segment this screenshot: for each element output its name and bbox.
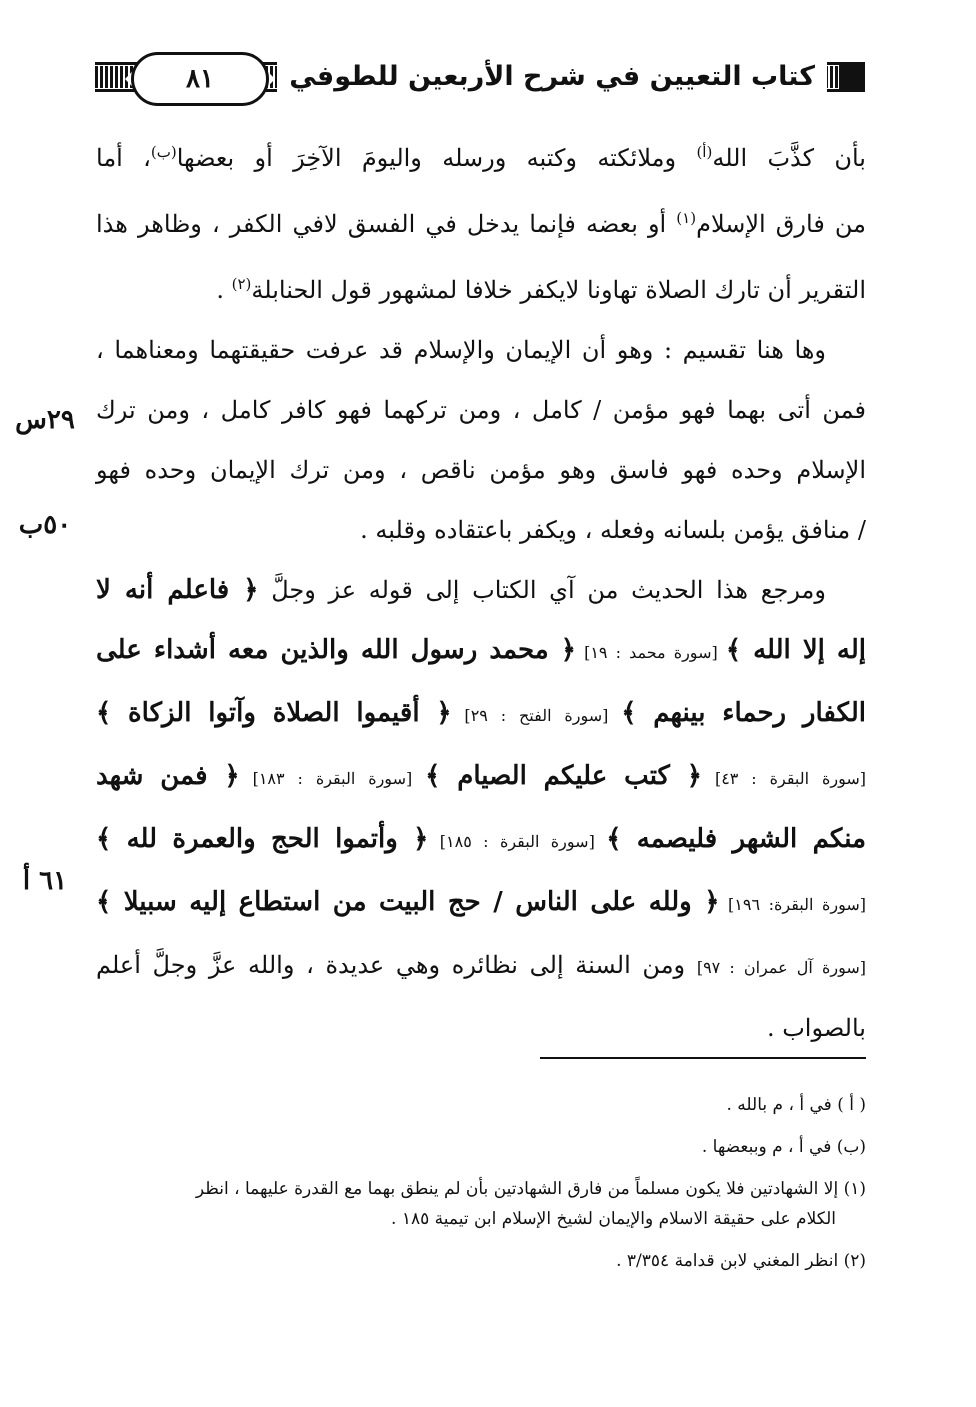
paragraph-1 [96, 122, 866, 320]
quran-verse: منكم الشهر فليصمه ﴾ [606, 824, 866, 854]
header-square-bullet-icon [839, 65, 865, 91]
quran-verse: ﴿ ولله على الناس / حج البيت من استطاع إليه سبيلا ﴾ [96, 887, 720, 917]
running-title: كتاب التعيين في شرح الأربعين للطوفي [277, 55, 827, 99]
margin-folio-mark: ٥٠ب [18, 510, 72, 540]
text-run: . [216, 276, 232, 304]
footnote-1 [96, 1174, 866, 1234]
text-line [96, 620, 866, 683]
footnote-a: ( أ ) في أ ، م بالله . [726, 1095, 866, 1115]
text-line: الإسلام وحده فهو فاسق وهو مؤمن ناقص ، ومن ترك الإيمان وحده فهو [96, 456, 866, 484]
text-run: ومرجع هذا الحديث من آي الكتاب إلى قوله عز وجلَّ [258, 576, 826, 604]
verse-reference: [سورة محمد : ١٩] [576, 643, 726, 662]
quran-verse: الكفار رحماء بينهم ﴾ [621, 698, 867, 728]
footnote-b: (ب) في أ ، م وببعضها . [701, 1137, 866, 1157]
quran-verse: إله إلا الله ﴾ [725, 635, 867, 665]
text-line: بالصواب . [766, 1014, 866, 1042]
verse-reference: [سورة البقرة: ١٩٦] [719, 895, 867, 914]
footnote-ref-b: (ب) [150, 143, 177, 161]
text-line [96, 683, 866, 746]
text-run: وملائكته وكتبه ورسله واليومَ الآخِرَ أو بعضها [176, 144, 697, 172]
paragraph-2 [96, 320, 866, 560]
verse-reference: [سورة البقرة : ٤٣] [702, 769, 866, 788]
margin-folio-mark: ٦١ أ [22, 866, 68, 896]
footnote-ref-2: (٢) [231, 275, 252, 293]
text-line [96, 935, 866, 998]
footnote-ref-1: (١) [676, 209, 697, 227]
page-number: ٨١ [186, 64, 214, 94]
text-line [96, 122, 866, 188]
page-header [95, 40, 865, 120]
verse-reference: [سورة البقرة : ١٨٣] [239, 769, 426, 788]
text-line: فمن أتى بهما فهو مؤمن / كامل ، ومن تركهما فهو كافر كامل ، ومن ترك [96, 396, 866, 424]
text-line [96, 560, 866, 620]
quran-verse: ﴿ وأتموا الحج والعمرة لله ﴾ [96, 824, 429, 854]
footnote-separator [540, 1057, 866, 1059]
text-line [96, 746, 866, 809]
paragraph-3 [96, 560, 866, 1058]
text-run: ، أما [96, 144, 151, 172]
verse-reference: [سورة الفتح : ٢٩] [451, 706, 622, 725]
margin-folio-mark: ٢٩س [15, 405, 75, 435]
text-line [96, 872, 866, 935]
text-line: / منافق يؤمن بلسانه وفعله ، ويكفر باعتقاده وقلبه . [360, 516, 866, 544]
quran-verse: ﴿ فمن شهد [96, 761, 240, 791]
footnote-2: (٢) انظر المغني لابن قدامة ٣/٣٥٤ . [616, 1251, 866, 1271]
footnotes [96, 1090, 866, 1288]
verse-reference: [سورة آل عمران : ٩٧] [696, 958, 867, 977]
text-run: التقرير أن تارك الصلاة تهاونا لايكفر خلافا لمشهور قول الحنابلة [251, 276, 866, 304]
text-line [96, 254, 866, 320]
quran-verse: ﴿ فاعلم أنه لا [96, 575, 259, 605]
quran-verse: ﴿ كتب عليكم الصيام ﴾ [425, 761, 703, 791]
text-line [96, 809, 866, 872]
footnote-ref-a: (أ) [696, 143, 713, 161]
footnote-1-line-1: (١) إلا الشهادتين فلا يكون مسلماً من فارق الشهادتين بأن لم ينطق بهما مع القدرة عليهما ، انظر [195, 1179, 866, 1199]
text-run: أو بعضه فإنما يدخل في الفسق لافي الكفر ، وظاهر هذا [96, 210, 677, 238]
verse-reference: [سورة البقرة : ١٨٥] [428, 832, 607, 851]
text-run: بأن كذَّبَ الله [712, 144, 866, 172]
quran-verse: ﴿ محمد رسول الله والذين معه أشداء على [96, 635, 576, 665]
text-run: ومن السنة إلى نظائره وهي عديدة ، والله عزَّ وجلَّ أعلم [96, 951, 697, 979]
quran-verse: ﴿ أقيموا الصلاة وآتوا الزكاة ﴾ [96, 698, 452, 728]
page-number-badge [131, 52, 269, 106]
main-text [96, 122, 866, 1058]
text-line: وها هنا تقسيم : وهو أن الإيمان والإسلام قد عرفت حقيقتهما ومعناهما ، [96, 336, 826, 364]
footnote-1-line-2: الكلام على حقيقة الاسلام والإيمان لشيخ الإسلام ابن تيمية ١٨٥ . [391, 1209, 836, 1229]
text-run: من فارق الإسلام [696, 210, 866, 238]
text-line [96, 188, 866, 254]
